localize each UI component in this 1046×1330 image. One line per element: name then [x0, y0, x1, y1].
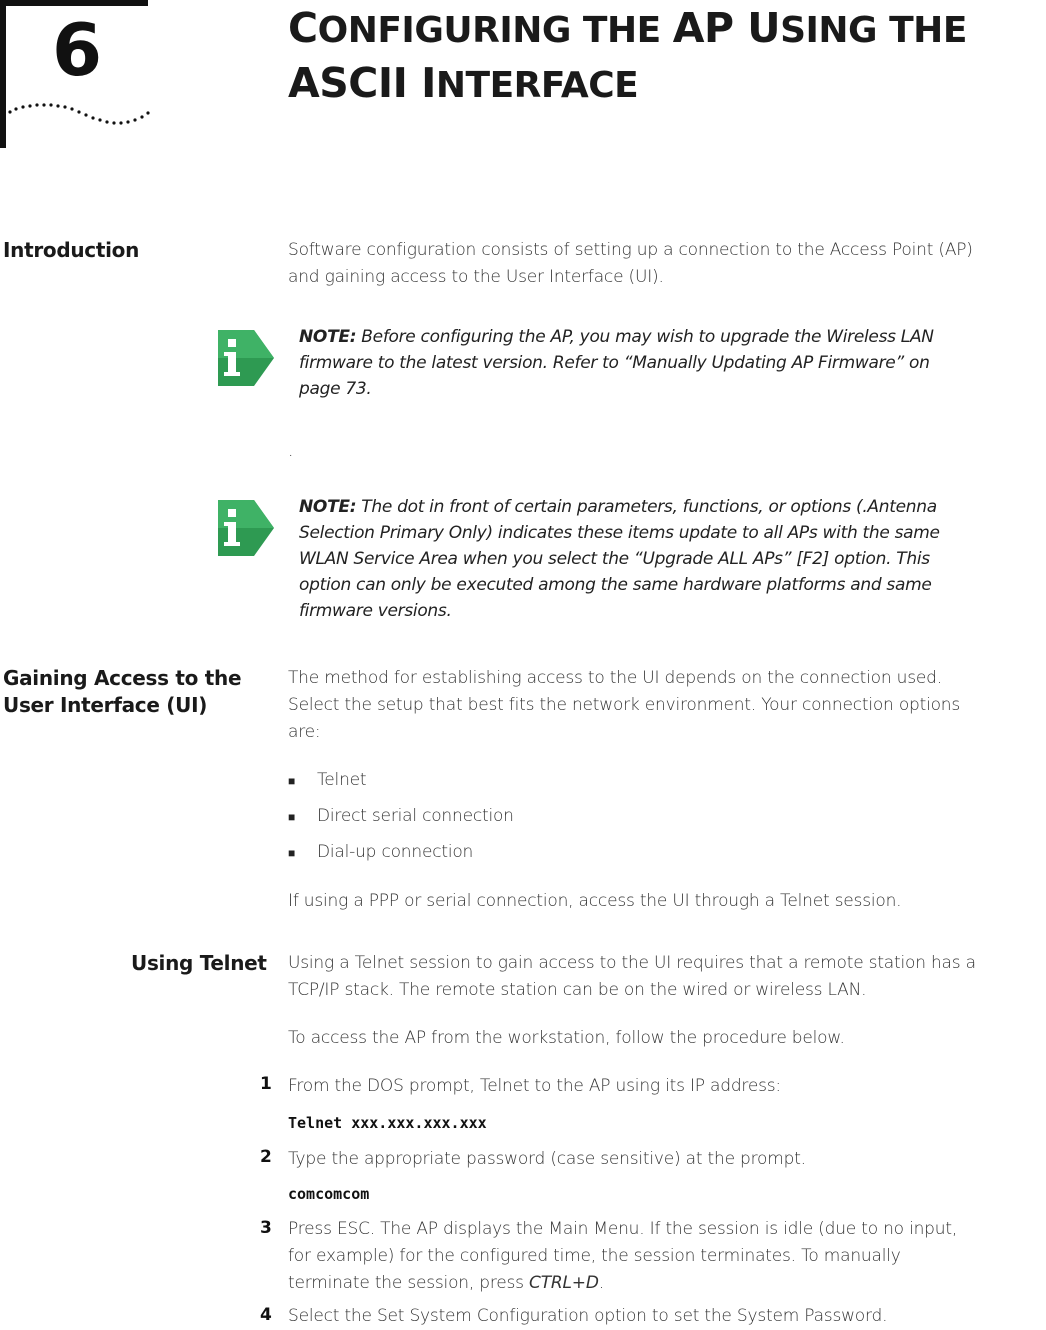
chapter-dots-decoration — [6, 100, 156, 130]
chapter-title-line2: ASCII INTERFACE — [288, 59, 639, 107]
introduction-paragraph: Software configuration consists of setting up a connection to the Access Point (AP) and gaining access to the User Interface (UI). — [288, 240, 973, 287]
stray-dot: . — [288, 441, 294, 461]
procedure-intro: To access the AP from the workstation, follow the procedure below. — [288, 1028, 845, 1048]
introduction-heading: Introduction — [3, 238, 140, 262]
list-item: ■ Direct serial connection — [288, 806, 514, 826]
gaining-access-heading: Gaining Access to the User Interface (UI) — [3, 666, 242, 717]
step-text: Select the Set System Configuration option to set the System Password. — [288, 1306, 888, 1326]
step-number: 3 — [260, 1218, 272, 1238]
step-number: 2 — [260, 1147, 272, 1167]
step-text: Press ESC. The AP displays the Main Menu. If the session is idle (due to no input, for example) for the configured time, the session terminates. To manually terminate the session, press CTRL+D. — [288, 1219, 958, 1293]
step-text: From the DOS prompt, Telnet to the AP using its IP address: — [288, 1076, 781, 1096]
step-text: Type the appropriate password (case sensitive) at the prompt. — [288, 1149, 806, 1169]
keyboard-shortcut: CTRL+D — [529, 1273, 599, 1293]
chapter-title-line1: CONFIGURING THE AP USING THE — [288, 4, 967, 52]
chapter-title — [288, 2, 967, 112]
note-dot-parameters: NOTE: The dot in front of certain parameters, functions, or options (.Antenna Selection Primary Only) indicates these items update to all APs with the same WLAN Service Area when you select the “Upgrade ALL APs” [F2] option. This option can only be executed among the same hardware platforms and same firmware versions. — [299, 497, 940, 621]
using-telnet-heading: Using Telnet — [131, 951, 267, 975]
list-item: ■ Dial-up connection — [288, 842, 474, 862]
list-item: ■ Telnet — [288, 770, 367, 790]
gaining-access-paragraph: The method for establishing access to the UI depends on the connection used. Select the setup that best fits the network environment. Your connection options are: — [288, 668, 961, 742]
step-number: 1 — [260, 1074, 272, 1094]
using-telnet-paragraph: Using a Telnet session to gain access to the UI requires that a remote station has a TCP/IP stack. The remote station can be on the wired or wireless LAN. — [288, 953, 976, 1000]
info-icon — [218, 500, 274, 556]
step-code: Telnet xxx.xxx.xxx.xxx — [288, 1114, 487, 1132]
info-icon — [218, 330, 274, 386]
step-number: 4 — [260, 1305, 272, 1325]
chapter-number: 6 — [52, 8, 103, 92]
note-firmware-upgrade: NOTE: Before configuring the AP, you may wish to upgrade the Wireless LAN firmware to the latest version. Refer to “Manually Updating AP Firmware” on page 73. — [299, 327, 934, 399]
ppp-serial-note: If using a PPP or serial connection, access the UI through a Telnet session. — [288, 891, 902, 911]
step-code: comcomcom — [288, 1185, 370, 1203]
